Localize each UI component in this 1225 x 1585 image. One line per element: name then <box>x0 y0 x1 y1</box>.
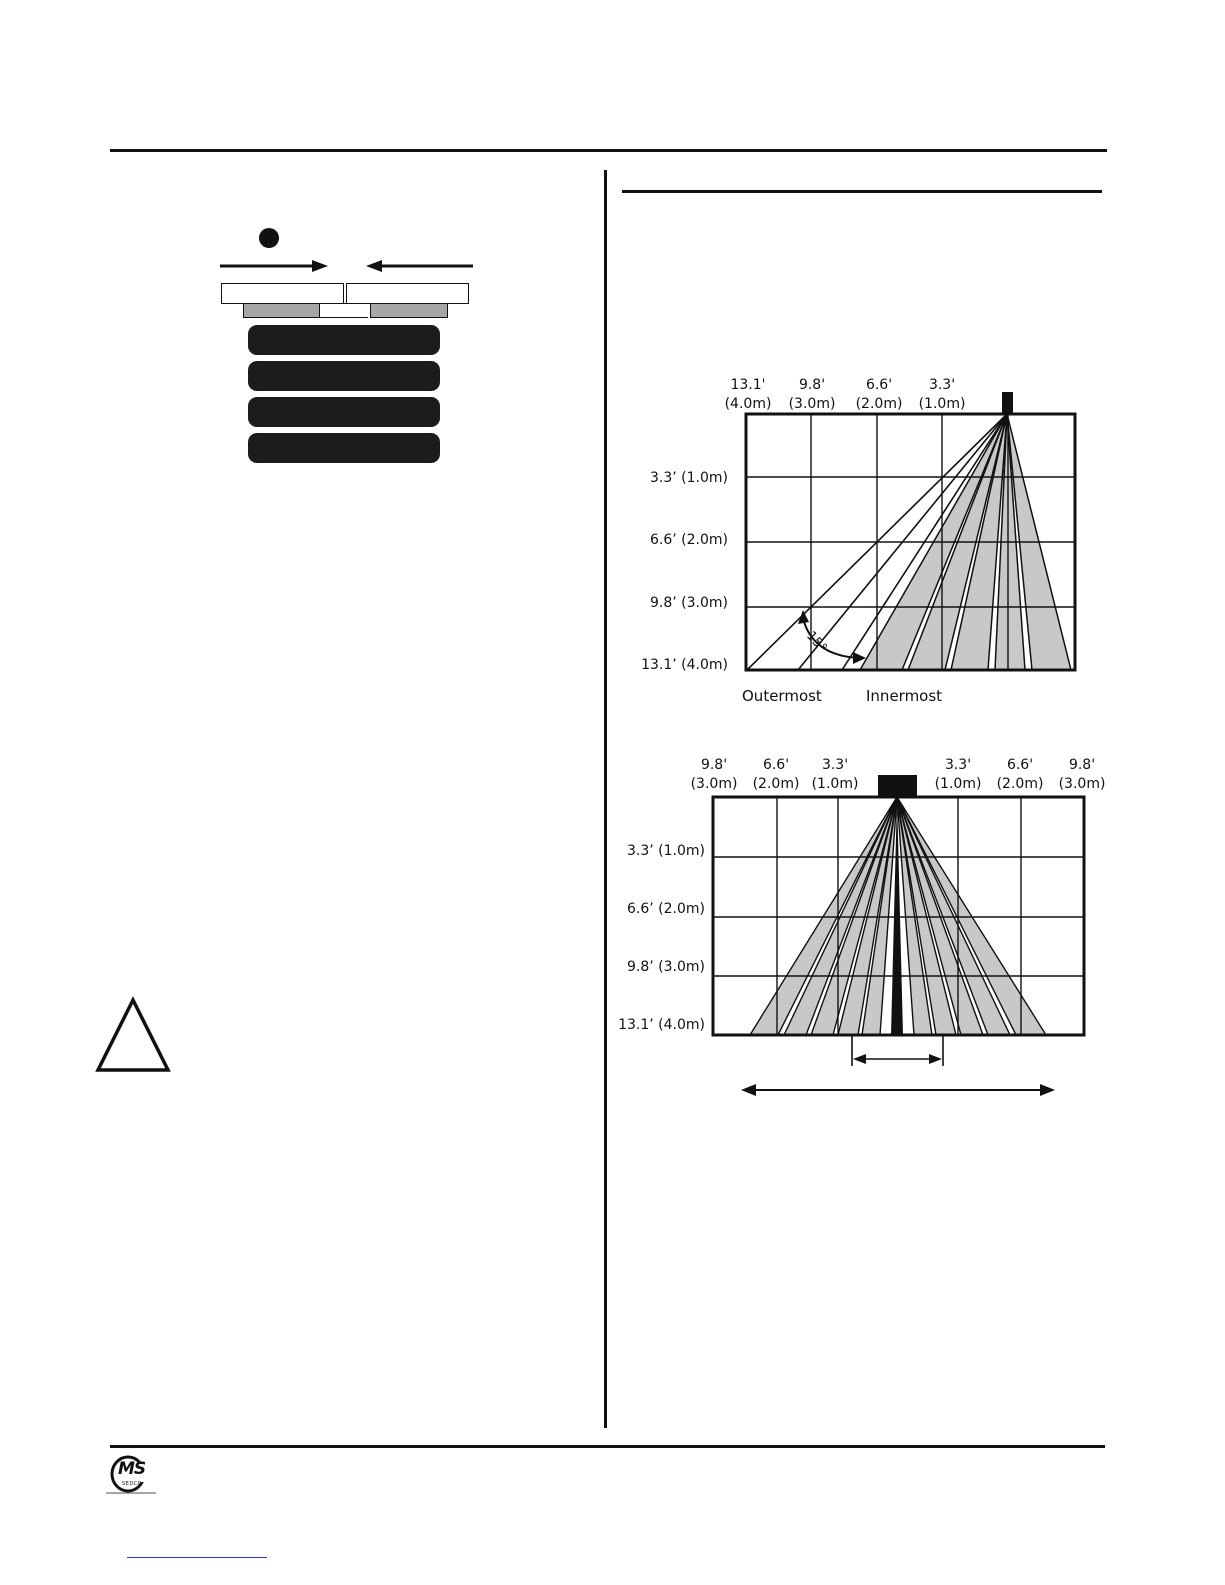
sensor-strip-left <box>243 303 320 318</box>
setting-bar <box>248 361 440 391</box>
arrow-left-icon <box>741 1084 756 1096</box>
header-rule <box>110 149 1107 152</box>
innermost-label: Innermost <box>866 687 943 705</box>
top-label-m: (2.0m) <box>855 396 903 412</box>
sensor-strip-gap <box>320 303 368 318</box>
logo-text: MS <box>118 1459 146 1479</box>
depth-label: 3.3’ (1.0m) <box>627 843 705 859</box>
setting-bar <box>248 325 440 355</box>
width-label-m: (1.0m) <box>934 776 982 792</box>
sensor-unit <box>1002 392 1013 414</box>
width-label-ft: 6.6' <box>762 757 790 773</box>
width-label-m: (2.0m) <box>996 776 1044 792</box>
width-label-m: (3.0m) <box>1058 776 1106 792</box>
width-label-ft: 3.3' <box>944 757 972 773</box>
depth-label: 3.3’ (1.0m) <box>650 470 728 486</box>
link-underline[interactable] <box>127 1557 267 1558</box>
side-view-grid <box>0 0 1 1</box>
width-label-m: (2.0m) <box>752 776 800 792</box>
setting-bar <box>248 433 440 463</box>
depth-label: 13.1’ (4.0m) <box>618 1017 705 1033</box>
door-panel-right <box>346 283 469 304</box>
ms-sedco-logo <box>104 1452 158 1498</box>
sensor-strip-right <box>370 303 448 318</box>
width-label-m: (3.0m) <box>690 776 738 792</box>
footer-rule <box>110 1445 1105 1448</box>
top-label-ft: 3.3' <box>928 377 956 393</box>
width-label-ft: 9.8' <box>700 757 728 773</box>
width-label-ft: 3.3' <box>821 757 849 773</box>
top-label-m: (1.0m) <box>918 396 966 412</box>
setting-bar <box>248 397 440 427</box>
top-label-ft: 9.8' <box>798 377 826 393</box>
outermost-label: Outermost <box>742 687 822 705</box>
angle-label: 15° <box>803 628 830 656</box>
depth-label: 6.6’ (2.0m) <box>650 532 728 548</box>
column-divider <box>604 170 607 1428</box>
arrow-right-icon <box>1040 1084 1055 1096</box>
dot-indicator <box>259 228 279 248</box>
top-label-ft: 13.1' <box>730 377 766 393</box>
arrow-up-icon <box>798 610 809 624</box>
logo-subtext: SEDCO <box>122 1481 143 1487</box>
top-label-m: (3.0m) <box>788 396 836 412</box>
width-label-ft: 9.8' <box>1068 757 1096 773</box>
arrow-left-icon <box>853 1054 866 1064</box>
depth-label: 6.6’ (2.0m) <box>627 901 705 917</box>
top-label-m: (4.0m) <box>724 396 772 412</box>
right-section-rule <box>622 190 1102 193</box>
sensor-unit <box>878 775 917 797</box>
arrow-right-icon <box>929 1054 942 1064</box>
depth-label: 9.8’ (3.0m) <box>650 595 728 611</box>
depth-label: 9.8’ (3.0m) <box>627 959 705 975</box>
door-panel-left <box>221 283 344 304</box>
top-label-ft: 6.6' <box>865 377 893 393</box>
width-label-ft: 6.6' <box>1006 757 1034 773</box>
width-label-m: (1.0m) <box>811 776 859 792</box>
depth-label: 13.1’ (4.0m) <box>641 657 728 673</box>
